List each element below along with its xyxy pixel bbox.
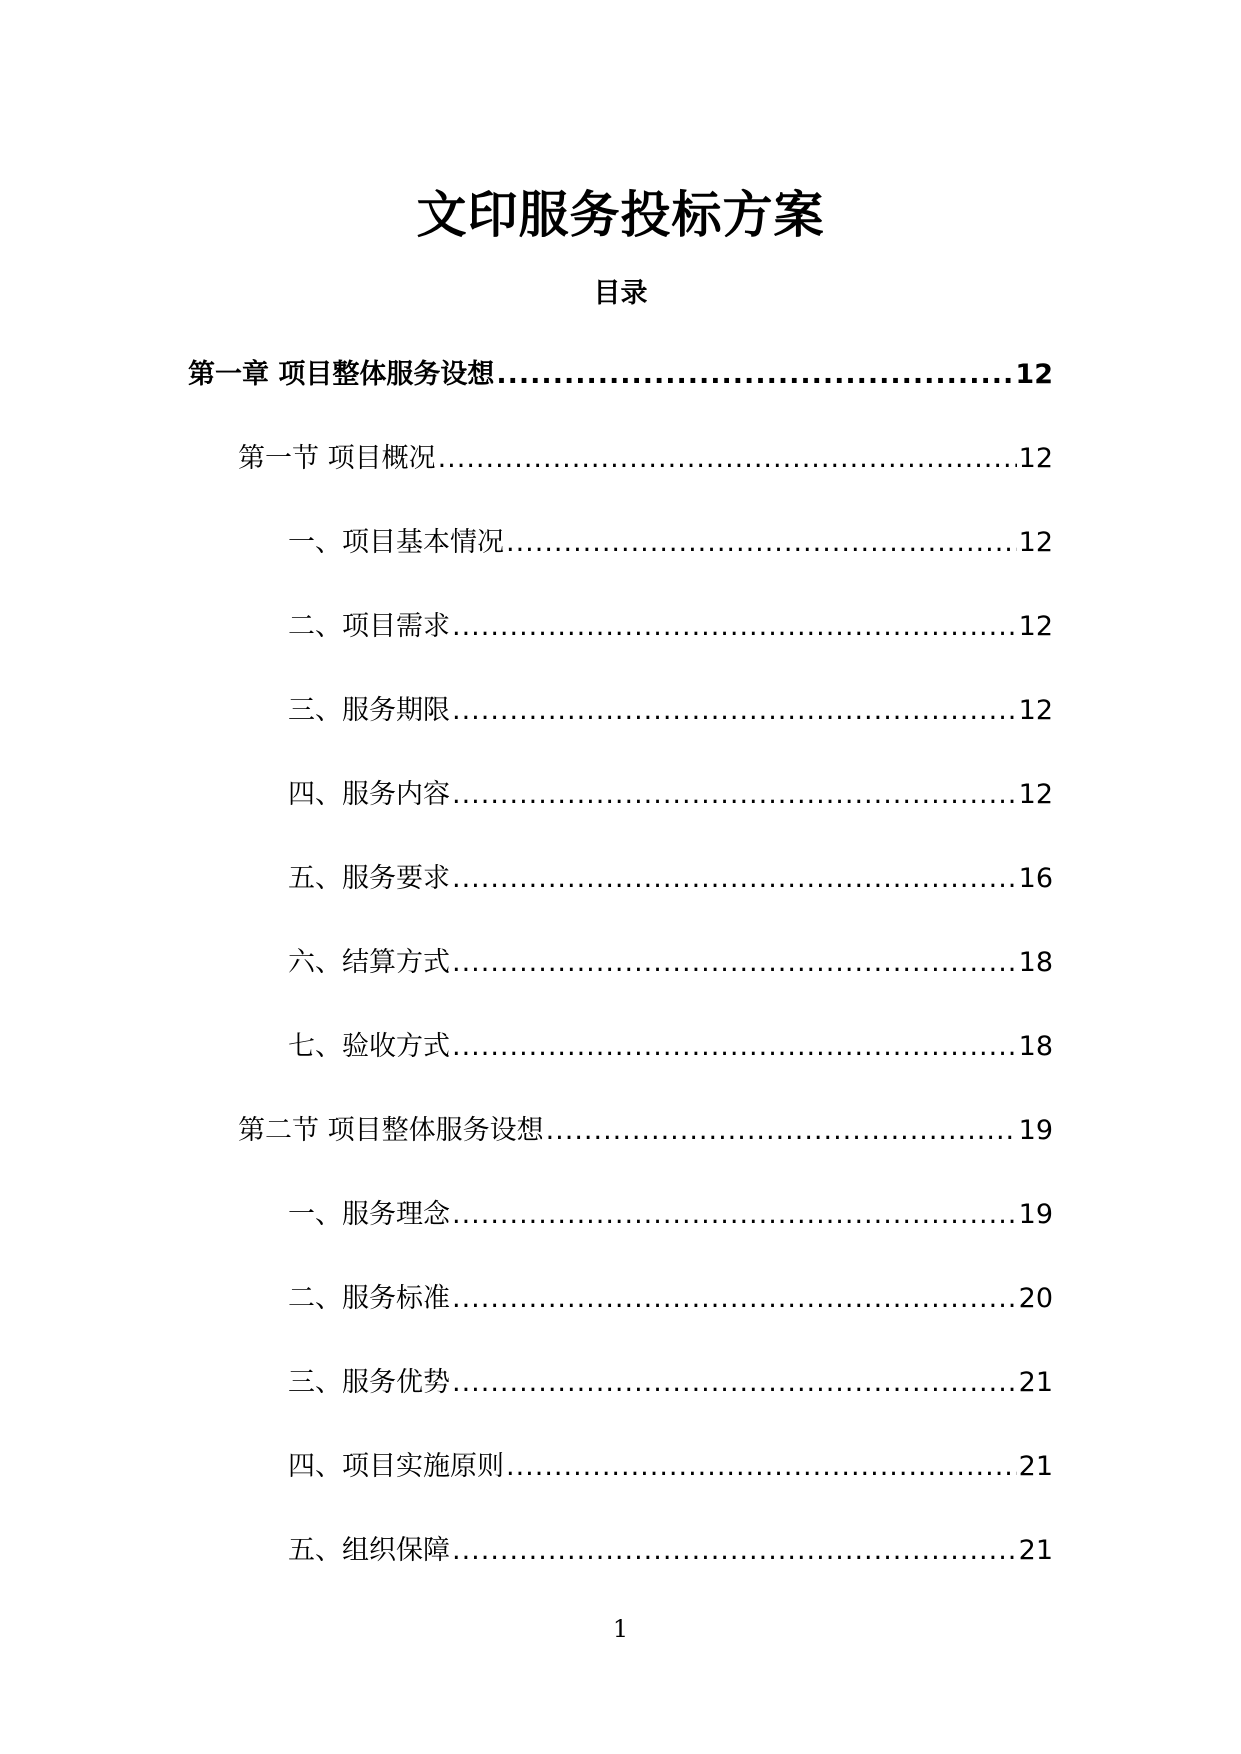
- toc-entry-item[interactable]: [0, 1442, 1241, 1526]
- toc-dot-leader: [452, 770, 1017, 820]
- toc-entry-page: 19: [1018, 1115, 1053, 1146]
- page-number: 1: [612, 1615, 629, 1643]
- toc-entry-page: 12: [1018, 695, 1053, 726]
- toc-entry-title: 五、组织保障: [288, 1535, 450, 1566]
- toc-entry-item[interactable]: [0, 1190, 1241, 1274]
- toc-entry-page: 12: [1018, 443, 1053, 474]
- toc-entry-page: 12: [1018, 779, 1053, 810]
- toc-entry-page: 21: [1018, 1367, 1053, 1398]
- toc-entry-page: 16: [1018, 863, 1053, 894]
- toc-dot-leader: [452, 1274, 1017, 1324]
- toc-dot-leader: [506, 1442, 1017, 1492]
- toc-entry-page: 12: [1018, 611, 1053, 642]
- toc-entry-title: 一、服务理念: [288, 1199, 450, 1230]
- toc-dot-leader: [452, 1526, 1017, 1576]
- toc-dot-leader: [452, 938, 1017, 988]
- toc-entry-title: 七、验收方式: [288, 1031, 450, 1062]
- toc-entry-item[interactable]: [0, 938, 1241, 1022]
- toc-dot-leader: [452, 686, 1017, 736]
- toc-entry-title: 二、服务标准: [288, 1283, 450, 1314]
- toc-entry-title: 第一节 项目概况: [238, 443, 436, 474]
- toc-entry-title: 三、服务期限: [288, 695, 450, 726]
- toc-dot-leader: [496, 350, 1013, 400]
- toc-dot-leader: [546, 1106, 1017, 1156]
- toc-entry-title: 三、服务优势: [288, 1367, 450, 1398]
- toc-entry-title: 二、项目需求: [288, 611, 450, 642]
- document-title: 文印服务投标方案: [416, 186, 825, 244]
- toc-entry-item[interactable]: [0, 602, 1241, 686]
- toc-entry-title: 五、服务要求: [288, 863, 450, 894]
- toc-dot-leader: [452, 1190, 1017, 1240]
- toc-dot-leader: [438, 434, 1017, 484]
- toc-entry-chapter-1[interactable]: [0, 350, 1241, 434]
- toc-entry-item[interactable]: [0, 854, 1241, 938]
- toc-entry-item[interactable]: [0, 1526, 1241, 1610]
- toc-entry-item[interactable]: [0, 1274, 1241, 1358]
- toc-entry-page: 18: [1018, 947, 1053, 978]
- toc-entry-item[interactable]: [0, 770, 1241, 854]
- toc-entry-title: 第一章 项目整体服务设想: [188, 359, 495, 390]
- toc-entry-title: 六、结算方式: [288, 947, 450, 978]
- toc-entry-item[interactable]: [0, 518, 1241, 602]
- toc-entry-title: 第二节 项目整体服务设想: [238, 1115, 544, 1146]
- toc-entry-item[interactable]: [0, 1358, 1241, 1442]
- toc-entry-page: 19: [1018, 1199, 1053, 1230]
- toc-entry-item[interactable]: [0, 1022, 1241, 1106]
- toc-entry-page: 12: [1015, 359, 1053, 390]
- toc-entry-title: 一、项目基本情况: [288, 527, 504, 558]
- toc-dot-leader: [452, 1022, 1017, 1072]
- toc-entry-page: 12: [1018, 527, 1053, 558]
- toc-entry-page: 18: [1018, 1031, 1053, 1062]
- toc-dot-leader: [452, 602, 1017, 652]
- toc-dot-leader: [452, 854, 1017, 904]
- table-of-contents: [0, 350, 1241, 1610]
- toc-entry-title: 四、服务内容: [288, 779, 450, 810]
- toc-entry-page: 20: [1018, 1283, 1053, 1314]
- toc-dot-leader: [452, 1358, 1017, 1408]
- toc-entry-section-2[interactable]: [0, 1106, 1241, 1190]
- toc-entry-title: 四、项目实施原则: [288, 1451, 504, 1482]
- toc-entry-section-1[interactable]: [0, 434, 1241, 518]
- toc-entry-page: 21: [1018, 1451, 1053, 1482]
- toc-heading: 目录: [593, 278, 648, 309]
- toc-entry-item[interactable]: [0, 686, 1241, 770]
- toc-dot-leader: [506, 518, 1017, 568]
- toc-entry-page: 21: [1018, 1535, 1053, 1566]
